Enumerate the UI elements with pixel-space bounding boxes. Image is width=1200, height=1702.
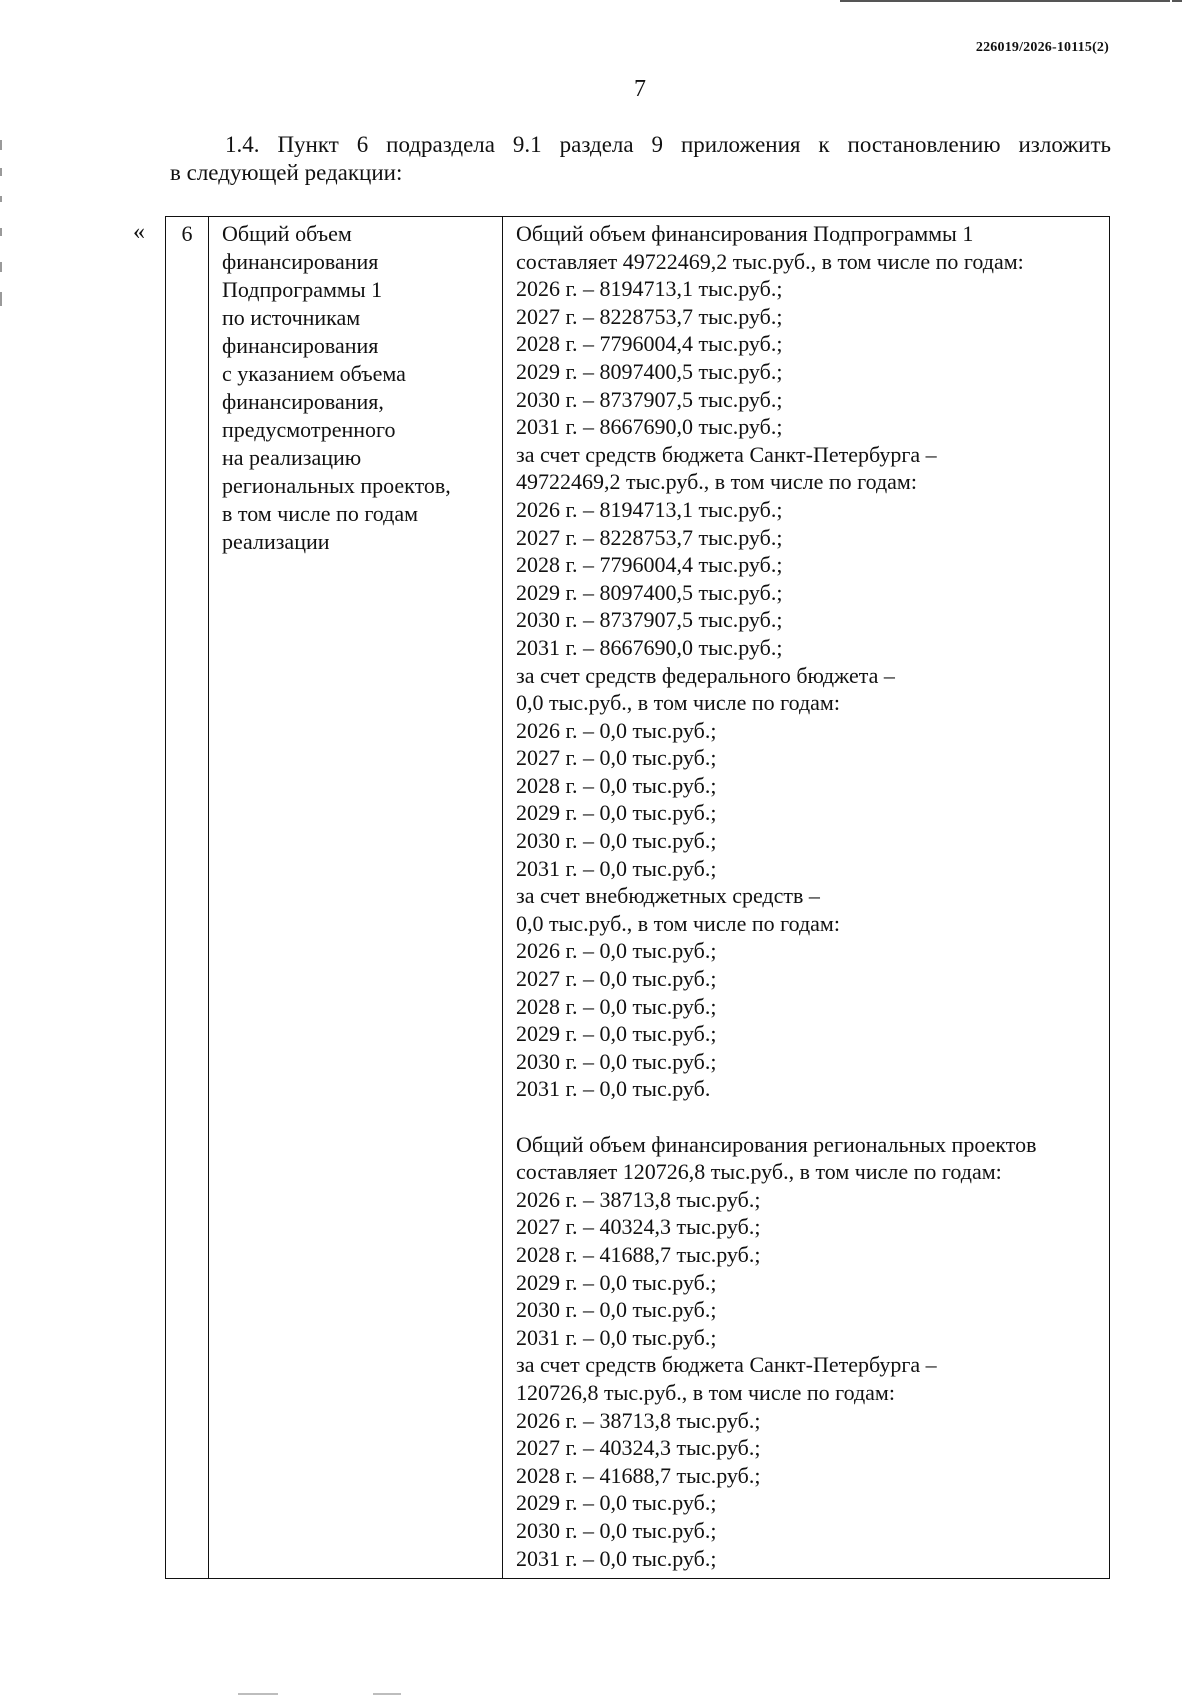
item-name-line: финансирования: [222, 333, 379, 358]
intro-line-1: 1.4. Пункт 6 подраздела 9.1 раздела 9 приложения к постановлению изложить: [225, 132, 1111, 157]
value-line: 2031 г. – 0,0 тыс.руб.;: [516, 1324, 717, 1350]
item-name-line: с указанием объема: [222, 361, 406, 386]
item-name-line: Подпрограммы 1: [222, 277, 383, 302]
value-line: 0,0 тыс.руб., в том числе по годам:: [516, 910, 840, 936]
value-line: 2027 г. – 40324,3 тыс.руб.;: [516, 1435, 761, 1461]
value-line: 2029 г. – 8097400,5 тыс.руб.;: [516, 579, 783, 605]
value-line: за счет средств бюджета Санкт-Петербурга –: [516, 441, 937, 467]
item-name-line: региональных проектов,: [222, 473, 451, 498]
value-line: 2028 г. – 7796004,4 тыс.руб.;: [516, 331, 783, 357]
value-line: за счет средств федерального бюджета –: [516, 662, 895, 688]
scan-margin-mark: [0, 228, 2, 236]
row-number-cell: [166, 217, 209, 1578]
value-line: составляет 49722469,2 тыс.руб., в том числе по годам:: [516, 248, 1024, 274]
value-line: 2027 г. – 0,0 тыс.руб.;: [516, 745, 717, 771]
top-scan-rule-tick: [1172, 0, 1182, 2]
value-line: за счет внебюджетных средств –: [516, 883, 820, 909]
financing-table: [165, 216, 1110, 1579]
value-line: 2031 г. – 0,0 тыс.руб.;: [516, 1545, 717, 1571]
value-line: 120726,8 тыс.руб., в том числе по годам:: [516, 1379, 895, 1405]
paragraph-gap: [516, 1103, 1109, 1131]
value-line: 2029 г. – 0,0 тыс.руб.;: [516, 1269, 717, 1295]
scan-margin-mark: [0, 140, 2, 150]
top-scan-rule: [840, 0, 1170, 2]
value-line: Общий объем финансирования региональных проектов: [516, 1131, 1037, 1157]
intro-line-2: в следующей редакции:: [170, 160, 403, 185]
value-line: составляет 120726,8 тыс.руб., в том числе по годам:: [516, 1159, 1002, 1185]
value-line: 0,0 тыс.руб., в том числе по годам:: [516, 690, 840, 716]
value-line: 2028 г. – 41688,7 тыс.руб.;: [516, 1462, 761, 1488]
value-line: 2028 г. – 7796004,4 тыс.руб.;: [516, 552, 783, 578]
value-line: 2030 г. – 0,0 тыс.руб.;: [516, 1297, 717, 1323]
item-name-line: финансирования: [222, 249, 379, 274]
item-name-line: на реализацию: [222, 445, 362, 470]
value-line: 2026 г. – 38713,8 тыс.руб.;: [516, 1407, 761, 1433]
value-line: 2026 г. – 0,0 тыс.руб.;: [516, 938, 717, 964]
value-line: 2026 г. – 8194713,1 тыс.руб.;: [516, 276, 783, 302]
value-line: 2026 г. – 8194713,1 тыс.руб.;: [516, 496, 783, 522]
item-name-line: по источникам: [222, 305, 361, 330]
value-line: 2030 г. – 0,0 тыс.руб.;: [516, 1517, 717, 1543]
amendment-intro: [170, 131, 1111, 187]
value-line: 2028 г. – 41688,7 тыс.руб.;: [516, 1241, 761, 1267]
value-line: 2031 г. – 0,0 тыс.руб.: [516, 1076, 711, 1102]
scan-margin-mark: [0, 196, 2, 202]
opening-quote: «: [133, 219, 145, 245]
value-line: 2030 г. – 0,0 тыс.руб.;: [516, 828, 717, 854]
value-line: 2031 г. – 8667690,0 тыс.руб.;: [516, 634, 783, 660]
value-line: 2030 г. – 0,0 тыс.руб.;: [516, 1048, 717, 1074]
item-name-line: Общий объем: [222, 221, 352, 246]
scan-bottom-mark: [238, 1693, 278, 1695]
item-name-cell: [209, 217, 503, 1578]
value-line: 2027 г. – 0,0 тыс.руб.;: [516, 966, 717, 992]
value-line: 2027 г. – 8228753,7 тыс.руб.;: [516, 524, 783, 550]
item-name-line: реализации: [222, 529, 330, 554]
scan-bottom-mark: [373, 1693, 401, 1695]
scan-margin-mark: [0, 262, 2, 272]
value-line: 2026 г. – 0,0 тыс.руб.;: [516, 717, 717, 743]
value-line: 2031 г. – 8667690,0 тыс.руб.;: [516, 414, 783, 440]
item-name-line: предусмотренного: [222, 417, 396, 442]
value-line: 49722469,2 тыс.руб., в том числе по годам:: [516, 469, 917, 495]
value-line: 2027 г. – 40324,3 тыс.руб.;: [516, 1214, 761, 1240]
document-number: 226019/2026-10115(2): [975, 40, 1109, 55]
value-line: 2029 г. – 0,0 тыс.руб.;: [516, 1490, 717, 1516]
page-number: 7: [634, 76, 646, 102]
value-line: 2030 г. – 8737907,5 тыс.руб.;: [516, 386, 783, 412]
item-name-line: финансирования,: [222, 389, 384, 414]
scan-margin-mark: [0, 292, 2, 306]
item-value-cell: [503, 217, 1109, 1578]
value-line: 2031 г. – 0,0 тыс.руб.;: [516, 855, 717, 881]
value-line: 2030 г. – 8737907,5 тыс.руб.;: [516, 607, 783, 633]
value-line: 2028 г. – 0,0 тыс.руб.;: [516, 772, 717, 798]
value-line: 2029 г. – 0,0 тыс.руб.;: [516, 800, 717, 826]
item-name-line: в том числе по годам: [222, 501, 419, 526]
row-number: 6: [181, 221, 193, 246]
value-line: 2027 г. – 8228753,7 тыс.руб.;: [516, 303, 783, 329]
scan-margin-mark: [0, 168, 2, 176]
value-line: 2029 г. – 0,0 тыс.руб.;: [516, 1021, 717, 1047]
value-line: 2026 г. – 38713,8 тыс.руб.;: [516, 1186, 761, 1212]
value-line: Общий объем финансирования Подпрограммы 1: [516, 221, 974, 246]
value-line: 2028 г. – 0,0 тыс.руб.;: [516, 993, 717, 1019]
value-line: 2029 г. – 8097400,5 тыс.руб.;: [516, 358, 783, 384]
value-line: за счет средств бюджета Санкт-Петербурга –: [516, 1352, 937, 1378]
